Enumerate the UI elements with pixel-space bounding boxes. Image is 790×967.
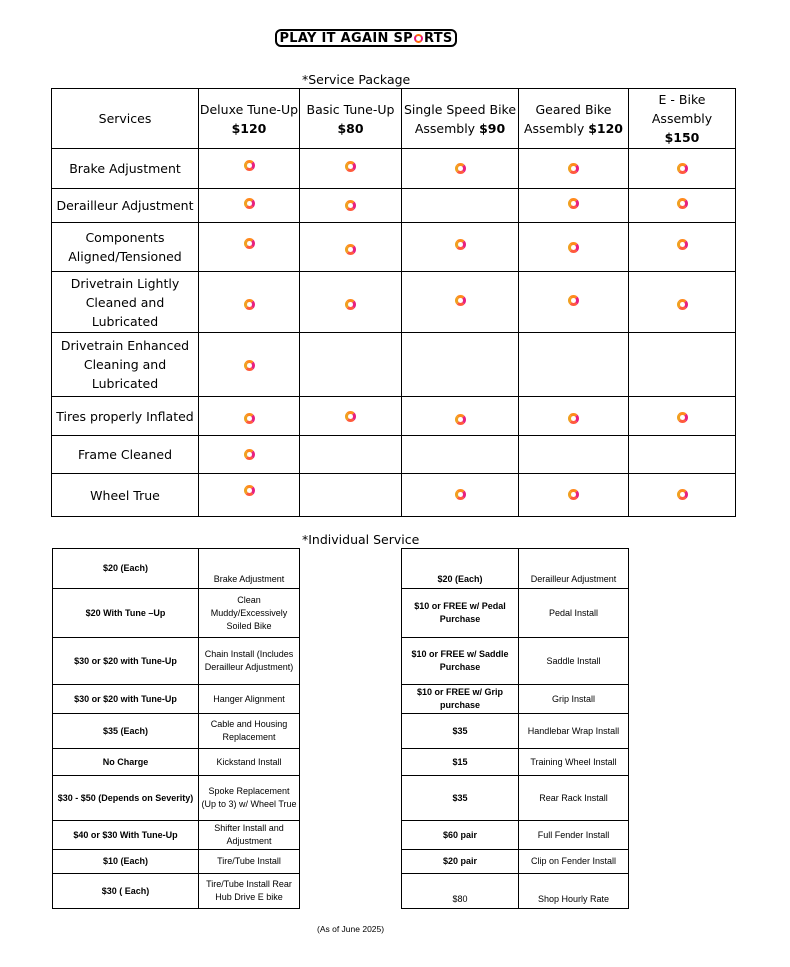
package-cell	[402, 333, 519, 397]
individual-service-name: Shifter Install and Adjustment	[199, 821, 300, 850]
individual-service-name: Shop Hourly Rate	[519, 874, 629, 909]
individual-service-table-left	[52, 548, 300, 909]
package-row	[52, 333, 736, 397]
package-cell	[402, 397, 519, 436]
donut-logo-icon	[455, 414, 466, 425]
donut-logo-icon	[244, 160, 255, 171]
package-cell	[300, 474, 402, 517]
package-col-header	[300, 89, 402, 149]
individual-service-name: Full Fender Install	[519, 821, 629, 850]
package-row	[52, 149, 736, 189]
package-cell	[199, 223, 300, 272]
individual-service-table-right	[401, 548, 629, 909]
individual-service-name: Kickstand Install	[199, 749, 300, 776]
individual-service-name: Training Wheel Install	[519, 749, 629, 776]
package-header-row	[52, 89, 736, 149]
individual-service-row	[402, 776, 629, 821]
package-row	[52, 397, 736, 436]
package-cell	[402, 223, 519, 272]
donut-logo-icon	[568, 295, 579, 306]
individual-service-name: Rear Rack Install	[519, 776, 629, 821]
individual-service-name: Cable and Housing Replacement	[199, 714, 300, 749]
package-cell	[199, 333, 300, 397]
individual-service-row	[402, 749, 629, 776]
individual-service-row	[402, 850, 629, 874]
individual-price: $20 (Each)	[402, 549, 519, 589]
package-cell	[519, 333, 629, 397]
package-name: E - Bike Assembly	[651, 92, 713, 126]
package-price: $150	[664, 130, 700, 145]
individual-service-row	[53, 749, 300, 776]
package-cell	[629, 474, 736, 517]
package-cell	[629, 189, 736, 223]
donut-logo-icon	[244, 198, 255, 209]
play-it-again-sports-logo	[275, 29, 457, 47]
individual-service-caption: *Individual Service	[302, 532, 420, 547]
donut-logo-icon	[677, 489, 688, 500]
donut-logo-icon	[244, 449, 255, 460]
individual-service-name: Handlebar Wrap Install	[519, 714, 629, 749]
individual-price: $10 or FREE w/ Saddle Purchase	[402, 638, 519, 685]
donut-logo-icon	[244, 238, 255, 249]
individual-service-row	[402, 714, 629, 749]
package-service-label: Frame Cleaned	[52, 436, 199, 474]
donut-logo-icon	[345, 161, 356, 172]
package-cell	[519, 149, 629, 189]
package-cell	[199, 189, 300, 223]
package-cell	[519, 474, 629, 517]
package-col-header	[199, 89, 300, 149]
package-cell	[519, 189, 629, 223]
individual-service-row	[402, 638, 629, 685]
individual-price: $10 (Each)	[53, 850, 199, 874]
package-row	[52, 223, 736, 272]
individual-service-name: Spoke Replacement (Up to 3) w/ Wheel True	[199, 776, 300, 821]
package-cell	[629, 397, 736, 436]
package-cell	[629, 223, 736, 272]
package-service-label: Derailleur Adjustment	[52, 189, 199, 223]
individual-service-row	[53, 874, 300, 909]
individual-service-row	[53, 850, 300, 874]
individual-service-row	[53, 685, 300, 714]
package-cell	[402, 474, 519, 517]
individual-price: $10 or FREE w/ Grip purchase	[402, 685, 519, 714]
donut-logo-icon	[345, 200, 356, 211]
donut-logo-icon	[568, 198, 579, 209]
individual-service-row	[53, 549, 300, 589]
donut-logo-icon	[345, 244, 356, 255]
logo-text-start: PLAY IT AGAIN SP	[279, 30, 413, 46]
package-cell	[402, 189, 519, 223]
individual-service-row	[53, 776, 300, 821]
package-cell	[300, 149, 402, 189]
package-row	[52, 189, 736, 223]
individual-price: $30 ( Each)	[53, 874, 199, 909]
logo-text-end: RTS	[423, 30, 453, 46]
donut-logo-icon	[345, 299, 356, 310]
individual-service-name: Tire/Tube Install Rear Hub Drive E bike	[199, 874, 300, 909]
package-cell	[519, 436, 629, 474]
package-cell	[199, 149, 300, 189]
individual-service-name: Clean Muddy/Excessively Soiled Bike	[199, 589, 300, 638]
package-cell	[519, 272, 629, 333]
package-row	[52, 436, 736, 474]
donut-logo-icon	[244, 413, 255, 424]
individual-service-row	[53, 714, 300, 749]
package-price: $120	[231, 120, 267, 136]
donut-logo-icon	[677, 198, 688, 209]
package-name: Geared Bike Assembly	[523, 101, 612, 136]
package-service-label: Wheel True	[52, 474, 199, 517]
service-package-table	[51, 88, 736, 517]
package-cell	[199, 436, 300, 474]
individual-price: $20 With Tune –Up	[53, 589, 199, 638]
individual-service-name: Hanger Alignment	[199, 685, 300, 714]
individual-service-name: Grip Install	[519, 685, 629, 714]
package-col-header	[629, 89, 736, 149]
package-cell	[402, 272, 519, 333]
individual-service-row	[402, 685, 629, 714]
package-row	[52, 272, 736, 333]
package-cell	[300, 272, 402, 333]
package-price: $80	[337, 120, 364, 136]
package-service-label: Drivetrain Lightly Cleaned and Lubricated	[52, 272, 199, 333]
package-cell	[629, 149, 736, 189]
donut-logo-icon	[244, 360, 255, 371]
individual-service-row	[402, 589, 629, 638]
individual-service-row	[402, 821, 629, 850]
individual-price: $30 or $20 with Tune-Up	[53, 638, 199, 685]
donut-logo-icon	[677, 239, 688, 250]
donut-logo-icon	[455, 239, 466, 250]
individual-price: $35	[402, 776, 519, 821]
package-cell	[199, 272, 300, 333]
donut-logo-icon	[244, 299, 255, 310]
individual-price: $20 (Each)	[53, 549, 199, 589]
individual-price: $30 - $50 (Depends on Severity)	[53, 776, 199, 821]
donut-logo-icon	[455, 295, 466, 306]
donut-logo-icon	[677, 412, 688, 423]
package-cell	[300, 436, 402, 474]
individual-price: $15	[402, 749, 519, 776]
individual-price: $20 pair	[402, 850, 519, 874]
individual-price: $40 or $30 With Tune-Up	[53, 821, 199, 850]
package-row	[52, 474, 736, 517]
individual-price: $80	[402, 874, 519, 909]
individual-service-row	[53, 638, 300, 685]
donut-logo-icon	[677, 163, 688, 174]
individual-service-name: Pedal Install	[519, 589, 629, 638]
donut-logo-icon	[568, 163, 579, 174]
package-col-header	[402, 89, 519, 149]
package-cell	[629, 436, 736, 474]
package-cell	[300, 333, 402, 397]
package-name: Deluxe Tune-Up	[199, 101, 299, 117]
individual-service-name: Derailleur Adjustment	[519, 549, 629, 589]
individual-service-name: Clip on Fender Install	[519, 850, 629, 874]
individual-service-row	[53, 821, 300, 850]
donut-logo-icon	[244, 485, 255, 496]
donut-logo-icon	[345, 411, 356, 422]
package-cell	[519, 223, 629, 272]
service-package-caption: *Service Package	[302, 72, 411, 87]
services-header: Services	[52, 89, 199, 149]
package-cell	[629, 272, 736, 333]
package-name: Single Speed Bike Assembly	[403, 101, 517, 136]
individual-price: $35	[402, 714, 519, 749]
individual-service-name: Brake Adjustment	[199, 549, 300, 589]
individual-service-row	[53, 589, 300, 638]
donut-logo-icon	[677, 299, 688, 310]
package-service-label: Tires properly Inflated	[52, 397, 199, 436]
package-col-header	[519, 89, 629, 149]
package-cell	[300, 189, 402, 223]
package-cell	[300, 223, 402, 272]
donut-logo-icon	[568, 413, 579, 424]
package-cell	[300, 397, 402, 436]
package-service-label: Brake Adjustment	[52, 149, 199, 189]
package-cell	[629, 333, 736, 397]
individual-service-name: Chain Install (Includes Derailleur Adjustment)	[199, 638, 300, 685]
logo-o-icon	[414, 34, 423, 43]
individual-service-name: Saddle Install	[519, 638, 629, 685]
package-cell	[199, 474, 300, 517]
donut-logo-icon	[455, 489, 466, 500]
donut-logo-icon	[455, 163, 466, 174]
package-cell	[402, 149, 519, 189]
package-cell	[402, 436, 519, 474]
package-name: Basic Tune-Up	[306, 101, 395, 117]
individual-service-name: Tire/Tube Install	[199, 850, 300, 874]
package-service-label: Components Aligned/Tensioned	[52, 223, 199, 272]
individual-price: $60 pair	[402, 821, 519, 850]
individual-price: $30 or $20 with Tune-Up	[53, 685, 199, 714]
individual-price: No Charge	[53, 749, 199, 776]
package-service-label: Drivetrain Enhanced Cleaning and Lubricated	[52, 333, 199, 397]
package-cell	[519, 397, 629, 436]
as-of-date-note: (As of June 2025)	[317, 924, 385, 934]
donut-logo-icon	[568, 489, 579, 500]
individual-price: $10 or FREE w/ Pedal Purchase	[402, 589, 519, 638]
package-price: $120	[588, 120, 624, 136]
individual-service-row	[402, 549, 629, 589]
individual-price: $35 (Each)	[53, 714, 199, 749]
individual-service-row	[402, 874, 629, 909]
package-cell	[199, 397, 300, 436]
donut-logo-icon	[568, 242, 579, 253]
package-price: $90	[479, 120, 506, 136]
